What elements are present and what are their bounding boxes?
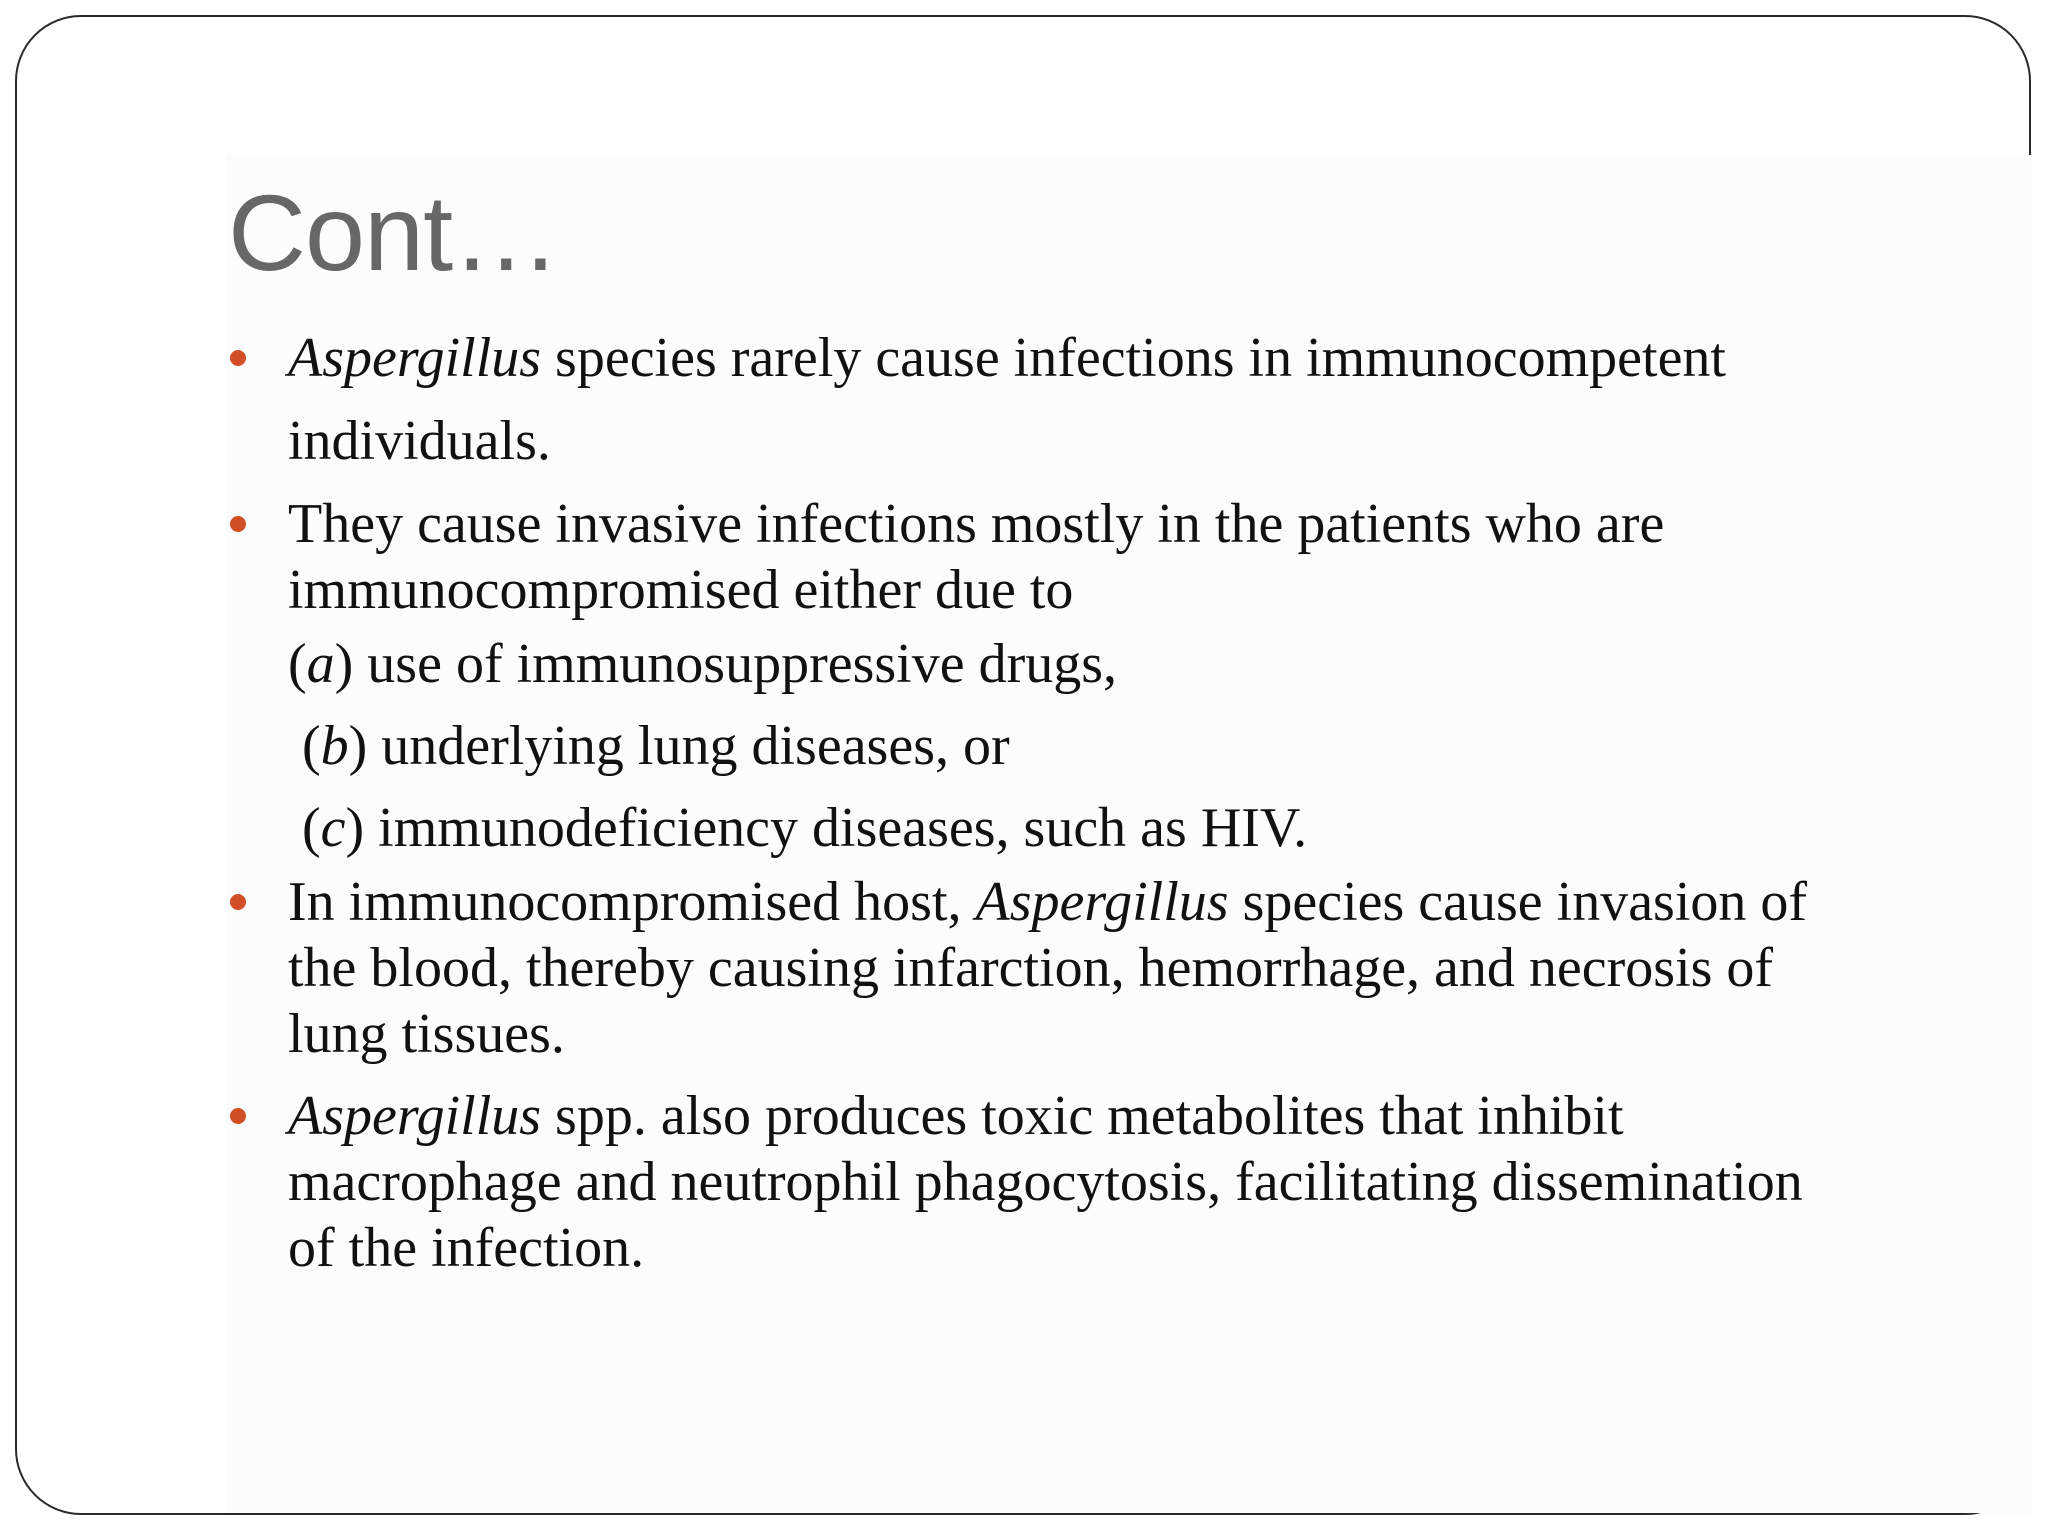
sub-item-c: (c) immunodeficiency diseases, such as HIV.	[288, 797, 1308, 859]
bullet-list	[226, 325, 1966, 1281]
bullet-item-2	[226, 491, 1966, 623]
bullet-4-line-2: macrophage and neutrophil phagocytosis, facilitating dissemination	[288, 1151, 1803, 1213]
bullet-2-line-1: They cause invasive infections mostly in the patients who are	[288, 493, 1665, 555]
sub-letter: b	[320, 715, 349, 777]
bullet-item-1	[226, 325, 1966, 474]
bullet-1-text: species rarely cause infections in immunocompetent	[541, 327, 1726, 389]
bullet-1-line-2: individuals.	[288, 410, 551, 472]
bullet-item-4	[226, 1083, 1966, 1281]
bullet-4-line-1: Aspergillus spp. also produces toxic metabolites that inhibit	[288, 1085, 1624, 1147]
bullet-dot-icon	[230, 516, 246, 532]
bullet-dot-icon	[230, 1108, 246, 1124]
bullet-3-line-2: the blood, thereby causing infarction, hemorrhage, and necrosis of	[288, 937, 1774, 999]
bullet-2-line-2: immunocompromised either due to	[288, 559, 1074, 621]
genus-name: Aspergillus	[975, 871, 1229, 933]
genus-name: Aspergillus	[288, 1085, 542, 1147]
bullet-3-line-1: In immunocompromised host, Aspergillus species cause invasion of	[288, 871, 1808, 933]
bullet-1-line-1	[288, 325, 1966, 391]
genus-name: Aspergillus	[288, 327, 542, 389]
bullet-4-line-3: of the infection.	[288, 1217, 645, 1279]
sub-letter: c	[320, 797, 346, 859]
bullet-item-3	[226, 869, 1966, 1067]
bullet-3-line-3: lung tissues.	[288, 1003, 565, 1065]
bullet-dot-icon	[230, 894, 246, 910]
sub-item-b: (b) underlying lung diseases, or	[288, 715, 1010, 777]
sub-item-a: (a) use of immunosuppressive drugs,	[288, 633, 1118, 695]
slide-title: Cont…	[228, 172, 560, 293]
bullet-dot-icon	[230, 350, 246, 366]
sub-letter: a	[306, 633, 335, 695]
